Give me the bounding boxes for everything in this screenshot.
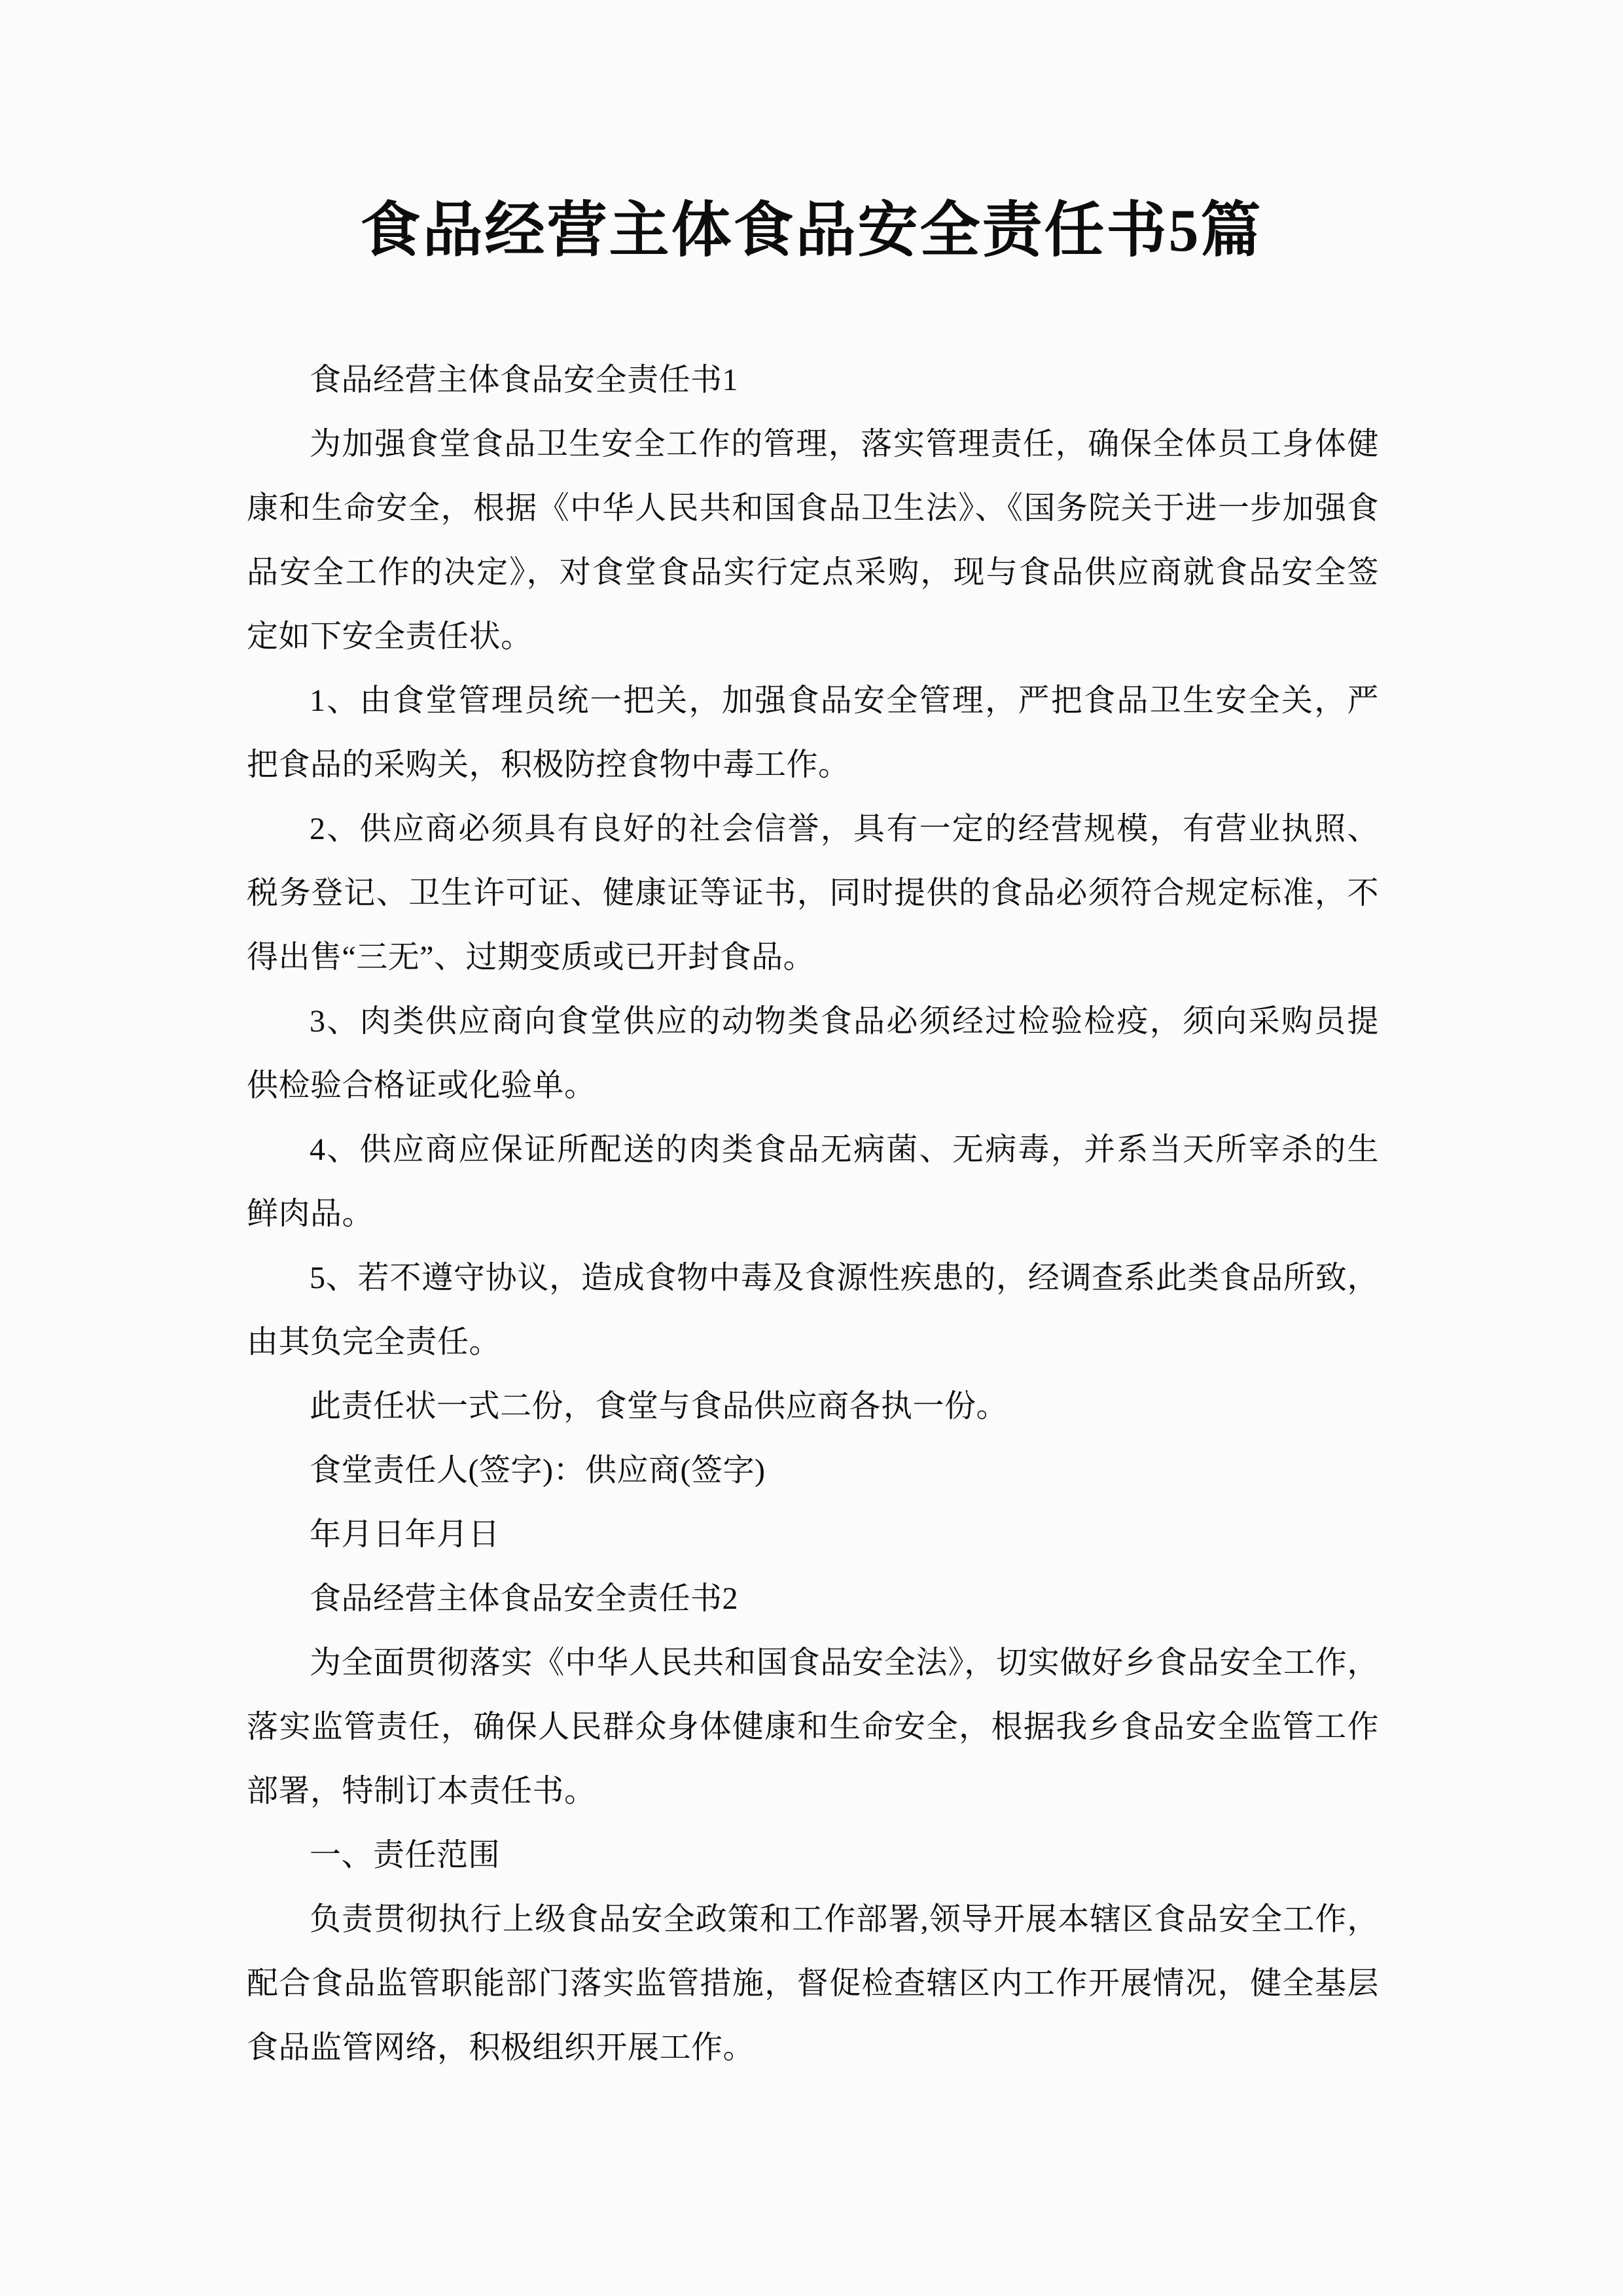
text-line: 把食品的采购关，积极防控食物中毒工作。 <box>247 747 850 782</box>
text-line: 食堂责任人(签字)：供应商(签字) <box>310 1453 766 1488</box>
text-line: 落实监管责任，确保人民群众身体健康和生命安全，根据我乡食品安全监管工作 <box>247 1710 1379 1744</box>
text-line: 配合食品监管职能部门落实监管措施，督促检查辖区内工作开展情况，健全基层 <box>247 1966 1379 2001</box>
text-line: 食品经营主体食品安全责任书2 <box>310 1581 739 1616</box>
text-line: 供检验合格证或化验单。 <box>247 1068 596 1103</box>
text-line: 定如下安全责任状。 <box>247 619 533 654</box>
text-line: 3、肉类供应商向食堂供应的动物类食品必须经过检验检疫，须向采购员提 <box>310 1004 1379 1039</box>
text-line: 部署，特制订本责任书。 <box>247 1774 596 1808</box>
text-line: 4、供应商应保证所配送的肉类食品无病菌、无病毒，并系当天所宰杀的生 <box>310 1132 1379 1167</box>
text-line: 负责贯彻执行上级食品安全政策和工作部署,领导开展本辖区食品安全工作， <box>310 1902 1379 1937</box>
text-line: 1、由食堂管理员统一把关，加强食品安全管理，严把食品卫生安全关，严 <box>310 683 1379 718</box>
text-line: 为全面贯彻落实《中华人民共和国食品安全法》，切实做好乡食品安全工作， <box>310 1645 1379 1680</box>
text-line: 鲜肉品。 <box>247 1196 374 1231</box>
text-line: 一、责任范围 <box>310 1838 501 1873</box>
text-line: 税务登记、卫生许可证、健康证等证书，同时提供的食品必须符合规定标准，不 <box>247 876 1379 910</box>
text-line: 5、若不遵守协议，造成食物中毒及食源性疾患的，经调查系此类食品所致， <box>310 1261 1379 1295</box>
text-line: 食品监管网络，积极组织开展工作。 <box>247 2030 755 2065</box>
text-line: 为加强食堂食品卫生安全工作的管理，落实管理责任，确保全体员工身体健 <box>310 427 1379 461</box>
text-line: 此责任状一式二份，食堂与食品供应商各执一份。 <box>310 1389 1008 1424</box>
text-line: 食品经营主体食品安全责任书1 <box>310 363 739 397</box>
text-line: 品安全工作的决定》，对食堂食品实行定点采购，现与食品供应商就食品安全签 <box>247 555 1379 590</box>
text-line: 由其负完全责任。 <box>247 1325 501 1359</box>
document-title: 食品经营主体食品安全责任书5篇 <box>360 197 1263 264</box>
text-line: 得出售“三无”、过期变质或已开封食品。 <box>247 940 815 975</box>
text-line: 年月日年月日 <box>310 1517 501 1552</box>
document-body <box>247 348 1379 2080</box>
text-line: 康和生命安全，根据《中华人民共和国食品卫生法》、《国务院关于进一步加强食 <box>247 491 1379 526</box>
text-line: 2、供应商必须具有良好的社会信誉，具有一定的经营规模，有营业执照、 <box>310 812 1379 846</box>
